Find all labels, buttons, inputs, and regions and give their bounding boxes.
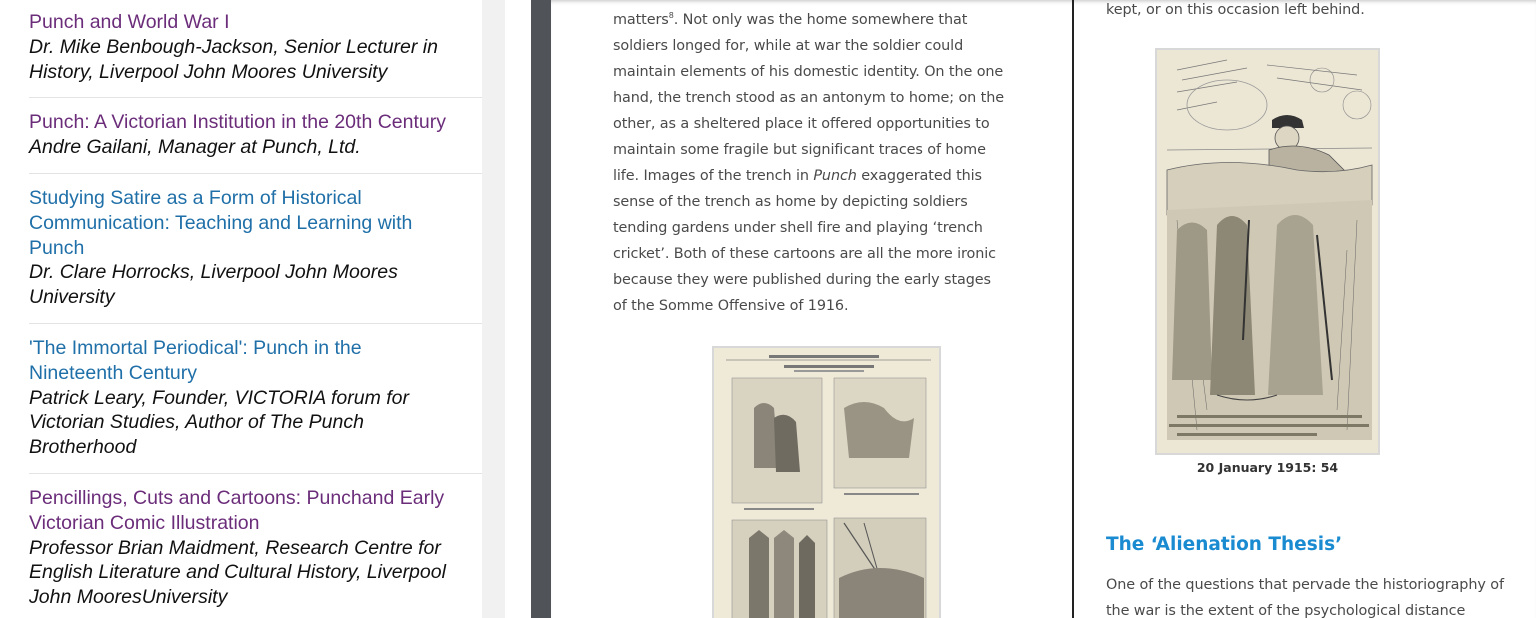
article-link[interactable]: Punch and World War I	[29, 11, 230, 33]
article-link[interactable]: Punch: A Victorian Institution in the 20th Century	[29, 111, 446, 134]
title-line: Studying Satire as a Form of Historical	[29, 186, 362, 209]
author-line: John MooresUniversity	[29, 586, 228, 609]
text-line: the war is the extent of the psychological distance	[1106, 603, 1466, 618]
title-line: 'The Immortal Periodical': Punch in the	[29, 336, 362, 359]
list-item	[29, 110, 482, 174]
article-link[interactable]	[29, 186, 482, 260]
title-line: Punch	[29, 236, 85, 259]
article-author	[29, 260, 482, 310]
list-item	[29, 336, 482, 474]
section-body-text	[1106, 572, 1536, 618]
article-author	[29, 35, 482, 85]
column-divider	[1072, 0, 1074, 618]
author-line: University	[29, 286, 115, 309]
document-viewer-frame	[531, 0, 551, 618]
left-column-text	[613, 7, 1043, 319]
related-articles-sidebar	[0, 0, 482, 618]
page-gutter	[482, 0, 505, 618]
article-link[interactable]	[29, 336, 482, 386]
right-column-text	[1106, 0, 1536, 23]
text-line: cricket’. Both of these cartoons are all the more ironic	[613, 246, 996, 262]
author-line: Victorian Studies, Author of The Punch	[29, 411, 364, 434]
text-line: sense of the trench as home by depicting soldiers	[613, 194, 968, 210]
author-line: Brotherhood	[29, 436, 137, 459]
text-line: maintain some fragile but significant traces of home	[613, 142, 986, 158]
author-line: Dr. Clare Horrocks, Liverpool John Moores	[29, 261, 398, 284]
title-line: Communication: Teaching and Learning with	[29, 211, 413, 234]
article-author	[29, 386, 482, 460]
article-author: Andre Gailani, Manager at Punch, Ltd.	[29, 136, 361, 159]
article-author	[29, 536, 482, 610]
text-line: tending gardens under shell fire and playing ‘trench	[613, 220, 983, 236]
text-line: maintain elements of his domestic identity. On the one	[613, 64, 1004, 80]
document-page	[551, 0, 1536, 618]
list-item	[29, 10, 482, 98]
author-line: Dr. Mike Benbough-Jackson, Senior Lecturer in	[29, 35, 438, 58]
text-line: kept, or on this occasion left behind.	[1106, 2, 1365, 18]
text-line: One of the questions that pervade the historiography of	[1106, 577, 1504, 593]
figure-caption: 20 January 1915: 54	[1196, 460, 1339, 475]
author-line: Patrick Leary, Founder, VICTORIA forum for	[29, 386, 410, 409]
author-line: Professor Brian Maidment, Research Centre for	[29, 536, 441, 559]
section-heading: The ‘Alienation Thesis’	[1106, 534, 1343, 555]
list-item	[29, 486, 482, 618]
list-item	[29, 186, 482, 324]
text-line: other, as a sheltered place it offered opportunities to	[613, 116, 990, 132]
trench-cartoon-image[interactable]	[1155, 48, 1380, 455]
trench-cartoon-illustration	[1157, 50, 1380, 455]
text-line: because they were published during the early stages	[613, 272, 991, 288]
text-fragment: life. Images of the trench in	[613, 168, 814, 184]
cartoon-page-illustration	[714, 348, 941, 618]
text-line	[613, 163, 1043, 189]
article-link[interactable]	[29, 486, 482, 536]
title-line: Victorian Comic Illustration	[29, 511, 260, 534]
author-line: English Literature and Cultural History, Liverpool	[29, 561, 446, 584]
publication-name: Punch	[813, 168, 857, 184]
text-line: hand, the trench stood as an antonym to home; on the	[613, 90, 1004, 106]
text-line: matters$^8$. Not only was the home somewhere that	[613, 11, 968, 28]
title-line: Nineteenth Century	[29, 361, 198, 384]
text-line: soldiers longed for, while at war the soldier could	[613, 38, 964, 54]
page-margin	[505, 0, 531, 618]
text-line: of the Somme Offensive of 1916.	[613, 298, 849, 314]
author-line: History, Liverpool John Moores University	[29, 60, 388, 83]
text-fragment: exaggerated this	[856, 168, 982, 184]
punch-page-image[interactable]	[712, 346, 941, 618]
title-line: Pencillings, Cuts and Cartoons: Punchand Early	[29, 486, 445, 509]
